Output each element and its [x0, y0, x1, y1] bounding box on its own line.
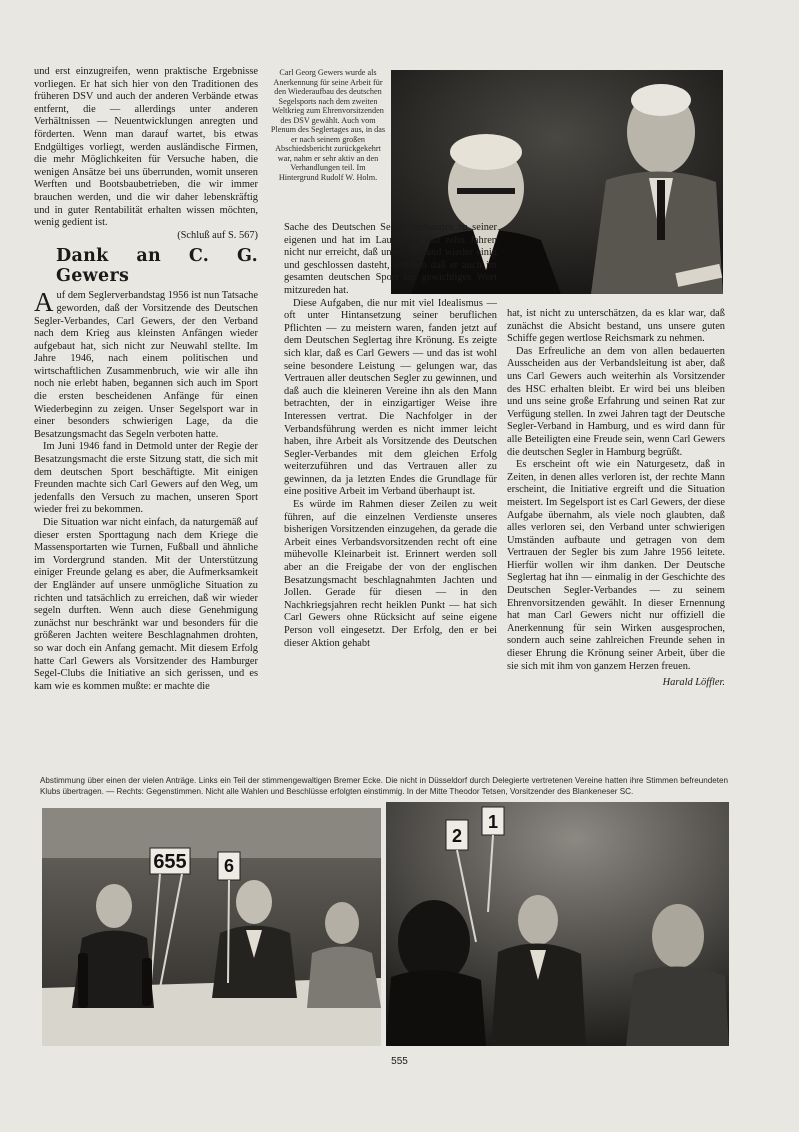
voting-photo-right-image [386, 802, 729, 1046]
article-paragraph: Das Erfreuliche an dem von allen bedauerten Ausscheiden aus der Verbandsleitung ist aber, daß uns Carl Gewers auch weiterhin als Vorsitzender des HSC erhalten bleibt. Er wird bei uns bleiben und uns seine große Erfahrung und seinen Rat zur Verfügung stellen. In zwei Jahren tagt der Deutsche Segler-Verband in Hamburg, und es wird dann für alle Beteiligten eine Freude sein, wenn Carl Gewers die deutschen Segler in Hamburg begrüßt. [507, 345, 725, 458]
bottom-photos-caption: Abstimmung über einen der vielen Anträge. Links ein Teil der stimmengewaltigen Bremer Ecke. Die nicht in Düsseldorf durch Delegierte vertretenen Vereine hatten ihre Stimmen befreundeten Klubs übertragen. — Rechts: Gegenstimmen. Nicht alle Wahlen und Beschlüsse erfolgten einstimmig. In der Mitte Theodor Tetsen, Vorsitzender des Blankeneser SC. [40, 776, 728, 796]
continued-reference: (Schluß auf S. 567) [177, 229, 258, 241]
drop-cap: A [34, 287, 54, 318]
article-paragraph [34, 287, 258, 441]
paragraph-text: uf dem Seglerverbandstag 1956 ist nun Tatsache geworden, daß der Vorsitzende des Deutschen Segler-Verbandes, Carl Gewers, der den Verband nach dem Krieg aus kleinsten Anfängen wieder aufgebaut hat, sich nicht zur Neuwahl stellte. Im Jahre 1946, nach einem politischen und wirtschaftlichen Zusammenbruch, wie wir alle ihn noch nie erlebt haben, begannen sich auch im Sport die ersten bescheidenen Anfänge für einen Wiederbeginn zu zeigen. Unser Segelsport war in einer besonders schwierigen Lage, da die Besatzungsmacht das Segeln verboten hatte. [34, 290, 258, 440]
vote-card-text: 2 [451, 826, 463, 846]
voting-photo-right [386, 802, 729, 1046]
vote-card-text: 6 [223, 856, 235, 876]
vote-card-text: 655 [153, 851, 187, 873]
author-signature: Harald Löffler. [662, 677, 725, 689]
article-paragraph: hat, ist nicht zu unterschätzen, da es klar war, daß zunächst die Absicht bestand, uns unsere guten Schiffe gegen wertlose Reichsmark zu nehmen. [507, 308, 725, 345]
column-left [34, 66, 258, 693]
vote-card-text: 1 [487, 812, 499, 832]
column-middle [284, 222, 497, 650]
article-paragraph: Sache des Deutschen Segler-Verbandes zu seiner eigenen und hat im Laufe von fast zehn Jahren nicht nur erreicht, daß unser Verband wieder einig und geschlossen dasteht, sondern daß er auch im gesamten deutschen Sport ein gewichtiges Wort mitzureden hat. [284, 222, 497, 296]
continued-text: und erst einzugreifen, wenn praktische Ergebnisse vorliegen. Er hat sich hier von den Traditionen des früheren DSV und auch der anderen Verbände etwas entfernt, die — allerdings unter anderen Verhältnissen — Neuentwicklungen anregten und förderten. Wenn man darauf wartet, bis etwas Endgültiges vorliegt, werden ausländische Firmen, die mehr Möglichkeiten für Versuche haben, die wenigen Ansätze bei uns überrunden, womit unseren Werften und Bootsbaubetrieben, die wir immer brauchen werden, und die wir daher lebenskräftig und in guter Rentabilität erhalten wissen möchten, wenig gedient ist. [34, 66, 258, 229]
article-paragraph: Es würde im Rahmen dieser Zeilen zu weit führen, auf die einzelnen Verdienste unseres bisherigen Vorsitzenden einzugehen, da gerade die Arbeit eines Verbandsvorsitzenden recht oft eine mühevolle Kleinarbeit ist. Erinnert werden soll aber an die Freigabe der von der englischen Besatzungsmacht beschlagnahmten Jachten und Jollen. Gerade für diesen — in den Nachkriegsjahren recht heiklen Punkt — hat sich Carl Gewers ohne Rücksicht auf seine eigene Person voll eingesetzt. Der Erfolg, den er bei dieser Aktion gehabt [284, 499, 497, 649]
portrait-photo-caption: Carl Georg Gewers wurde als Anerkennung für seine Arbeit für den Wiederaufbau des deutschen Segelsports nach dem zweiten Weltkrieg zum Ehrenvorsitzenden des DSV gewählt. Auch vom Plenum des Seglertages aus, in das er nach seinem großen Abschiedsbericht zurückgekehrt war, nahm er sehr aktiv an den Verhandlungen teil. Im Hintergrund Rudolf W. Holm. [270, 68, 386, 182]
article-headline: Dank an C. G. Gewers [56, 246, 258, 287]
voting-photo-left-image [42, 808, 381, 1046]
article-paragraph: Es erscheint oft wie ein Naturgesetz, daß in Zeiten, in denen alles verloren ist, der rechte Mann erscheint, die Initiative ergreift und die Situation meistert. Im Segelsport ist es Carl Gewers, der diese Aufgabe übernahm, als viele noch glaubten, daß alles verloren sei, den Verband unter schwierigen Umständen aufbaute und getragen von dem Vertrauen der Segler bis zum Jahre 1956 leitete. Hierfür wollen wir ihm danken. Der Deutsche Seglertag hat ihn — einmalig in der Geschichte des Deutschen Segler-Verbandes — zu seinem Ehrenvorsitzenden gewählt. In dieser Ernennung hat man Carl Gewers nicht nur offiziell die Anerkennung für sein Wirken ausgesprochen, sondern auch seine zahlreichen Freunde sehen in dieser Ehrung die Krönung seiner Arbeit, über die sie sich mit ihm von ganzem Herzen freuen. [507, 459, 725, 672]
column-right [507, 308, 725, 690]
voting-photo-left [42, 808, 381, 1046]
article-paragraph: Die Situation war nicht einfach, da naturgemäß auf dieser ersten Sporttagung nach dem Kriege die Massensportarten wie Turnen, Fußball und ähnliche im Vordergrund standen. Mit der Unterstützung einiger Freunde gelang es aber, die Aufmerksamkeit der Engländer auf unsere unmögliche Situation zu richten und tatsächlich zu erreichen, daß wir wieder segeln durften. Wenn auch diese Genehmigung zunächst nur beschränkt war und besonders für die größeren Jachten weitere Beschlagnahmen drohten, so war doch ein Anfang gemacht. Mit diesem Erfolg hatte Carl Gewers als Vorsitzender des Hamburger Segel-Clubs die Initiative an sich gerissen, und es kam wie es kommen mußte: er machte die [34, 517, 258, 692]
page-number: 555 [391, 1056, 408, 1067]
article-paragraph: Im Juni 1946 fand in Detmold unter der Regie der Besatzungsmacht die erste Sitzung statt, die sich mit dem deutschen Sport beschäftigte. Mit einigen Freunden machte sich Carl Gewers auf den Weg, um jedenfalls den Versuch zu machen, unseren Sport wieder frei zu bekommen. [34, 441, 258, 516]
article-paragraph: Diese Aufgaben, die nur mit viel Idealismus — oft unter Hintansetzung seiner beruflichen Pflichten — zu meistern waren, fanden jetzt auf dem Deutschen Seglertag ihre Krönung. Es zeigte sich klar, daß es Carl Gewers — und das ist wohl seine besondere Leistung — gelungen war, das Vertrauen aller deutschen Segler zu gewinnen, und daß auch die kleineren Vereine ihn als den Mann betrachten, der in einzigartiger Weise ihre Interessen vertrat. Die Nachfolger in der Verbandsführung werden es nicht immer leicht haben, ihre Arbeit als Vorsitzende des Deutschen Segler-Verbandes mit dem gleichen Erfolg weiterzuführen und das Vertrauen aller zu gewinnen, da ja letzten Endes die Grundlage für eine positive Arbeit im Verband überhaupt ist. [284, 297, 497, 498]
